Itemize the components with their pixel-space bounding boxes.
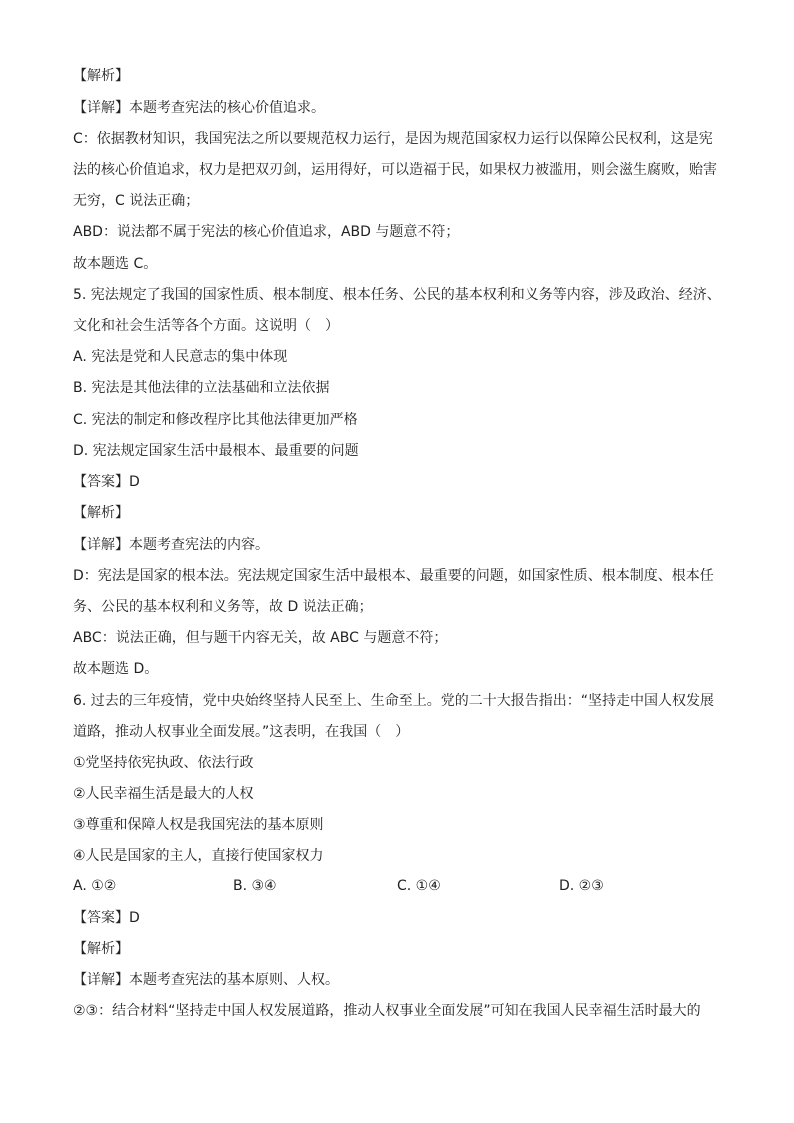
conclusion-text: 故本题选 C。 [73, 256, 158, 272]
answer-label: 【答案】D [73, 474, 140, 490]
explanation-text: 法的核心价值追求，权力是把双刃剑，运用得好，可以造福于民，如果权力被滥用，则会滋生腐败，贻害 [73, 162, 717, 178]
question-6-option-b: B. ③④ [233, 878, 277, 894]
statement-1: ①党坚持依宪执政、依法行政 [73, 755, 254, 771]
question-5-stem: 5. 宪法规定了我国的国家性质、根本制度、根本任务、公民的基本权利和义务等内容，涉及政治、经济、 [73, 287, 721, 303]
analysis-heading: 【解析】 [73, 941, 129, 957]
question-6-option-d: D. ②③ [559, 878, 604, 894]
question-5-option-b: B. 宪法是其他法律的立法基础和立法依据 [73, 380, 330, 396]
question-6-stem: 道路，推动人权事业全面发展。”这表明，在我国（ ） [73, 724, 410, 740]
explanation-text: 务、公民的基本权利和义务等，故 D 说法正确； [73, 599, 373, 615]
analysis-heading: 【解析】 [73, 68, 129, 84]
question-5-stem: 文化和社会生活等各个方面。这说明（ ） [73, 318, 339, 334]
statement-3: ③尊重和保障人权是我国宪法的基本原则 [73, 817, 324, 833]
conclusion-text: 故本题选 D。 [73, 661, 159, 677]
explanation-text: C：依据教材知识，我国宪法之所以要规范权力运行，是因为规范国家权力运行以保障公民权利，这是宪 [73, 131, 713, 147]
analysis-heading: 【解析】 [73, 505, 129, 521]
explanation-text: 无穷，C 说法正确； [73, 193, 200, 209]
explanation-heading: 【详解】本题考查宪法的核心价值追求。 [73, 100, 325, 116]
explanation-text: ②③：结合材料“坚持走中国人权发展道路，推动人权事业全面发展”可知在我国人民幸福生活时最大的 [73, 1003, 701, 1019]
statement-2: ②人民幸福生活是最大的人权 [73, 786, 254, 802]
explanation-text: ABD：说法都不属于宪法的核心价值追求，ABD 与题意不符； [73, 224, 460, 240]
question-6-stem: 6. 过去的三年疫情，党中央始终坚持人民至上、生命至上。党的二十大报告指出：“坚持走中国人权发展 [73, 693, 715, 709]
question-6-option-a: A. ①② [73, 878, 117, 894]
answer-label: 【答案】D [73, 910, 140, 926]
explanation-text: D：宪法是国家的根本法。宪法规定国家生活中最根本、最重要的问题，如国家性质、根本制度、根本任 [73, 568, 714, 584]
question-5-option-d: D. 宪法规定国家生活中最根本、最重要的问题 [73, 443, 359, 459]
explanation-heading: 【详解】本题考查宪法的基本原则、人权。 [73, 972, 339, 988]
question-6-option-c: C. ①④ [397, 878, 441, 894]
explanation-text: ABC：说法正确，但与题干内容无关，故 ABC 与题意不符； [73, 630, 448, 646]
question-5-option-c: C. 宪法的制定和修改程序比其他法律更加严格 [73, 412, 358, 428]
question-6-options [73, 876, 733, 896]
question-5-option-a: A. 宪法是党和人民意志的集中体现 [73, 349, 288, 365]
explanation-heading: 【详解】本题考查宪法的内容。 [73, 537, 269, 553]
statement-4: ④人民是国家的主人，直接行使国家权力 [73, 848, 324, 864]
